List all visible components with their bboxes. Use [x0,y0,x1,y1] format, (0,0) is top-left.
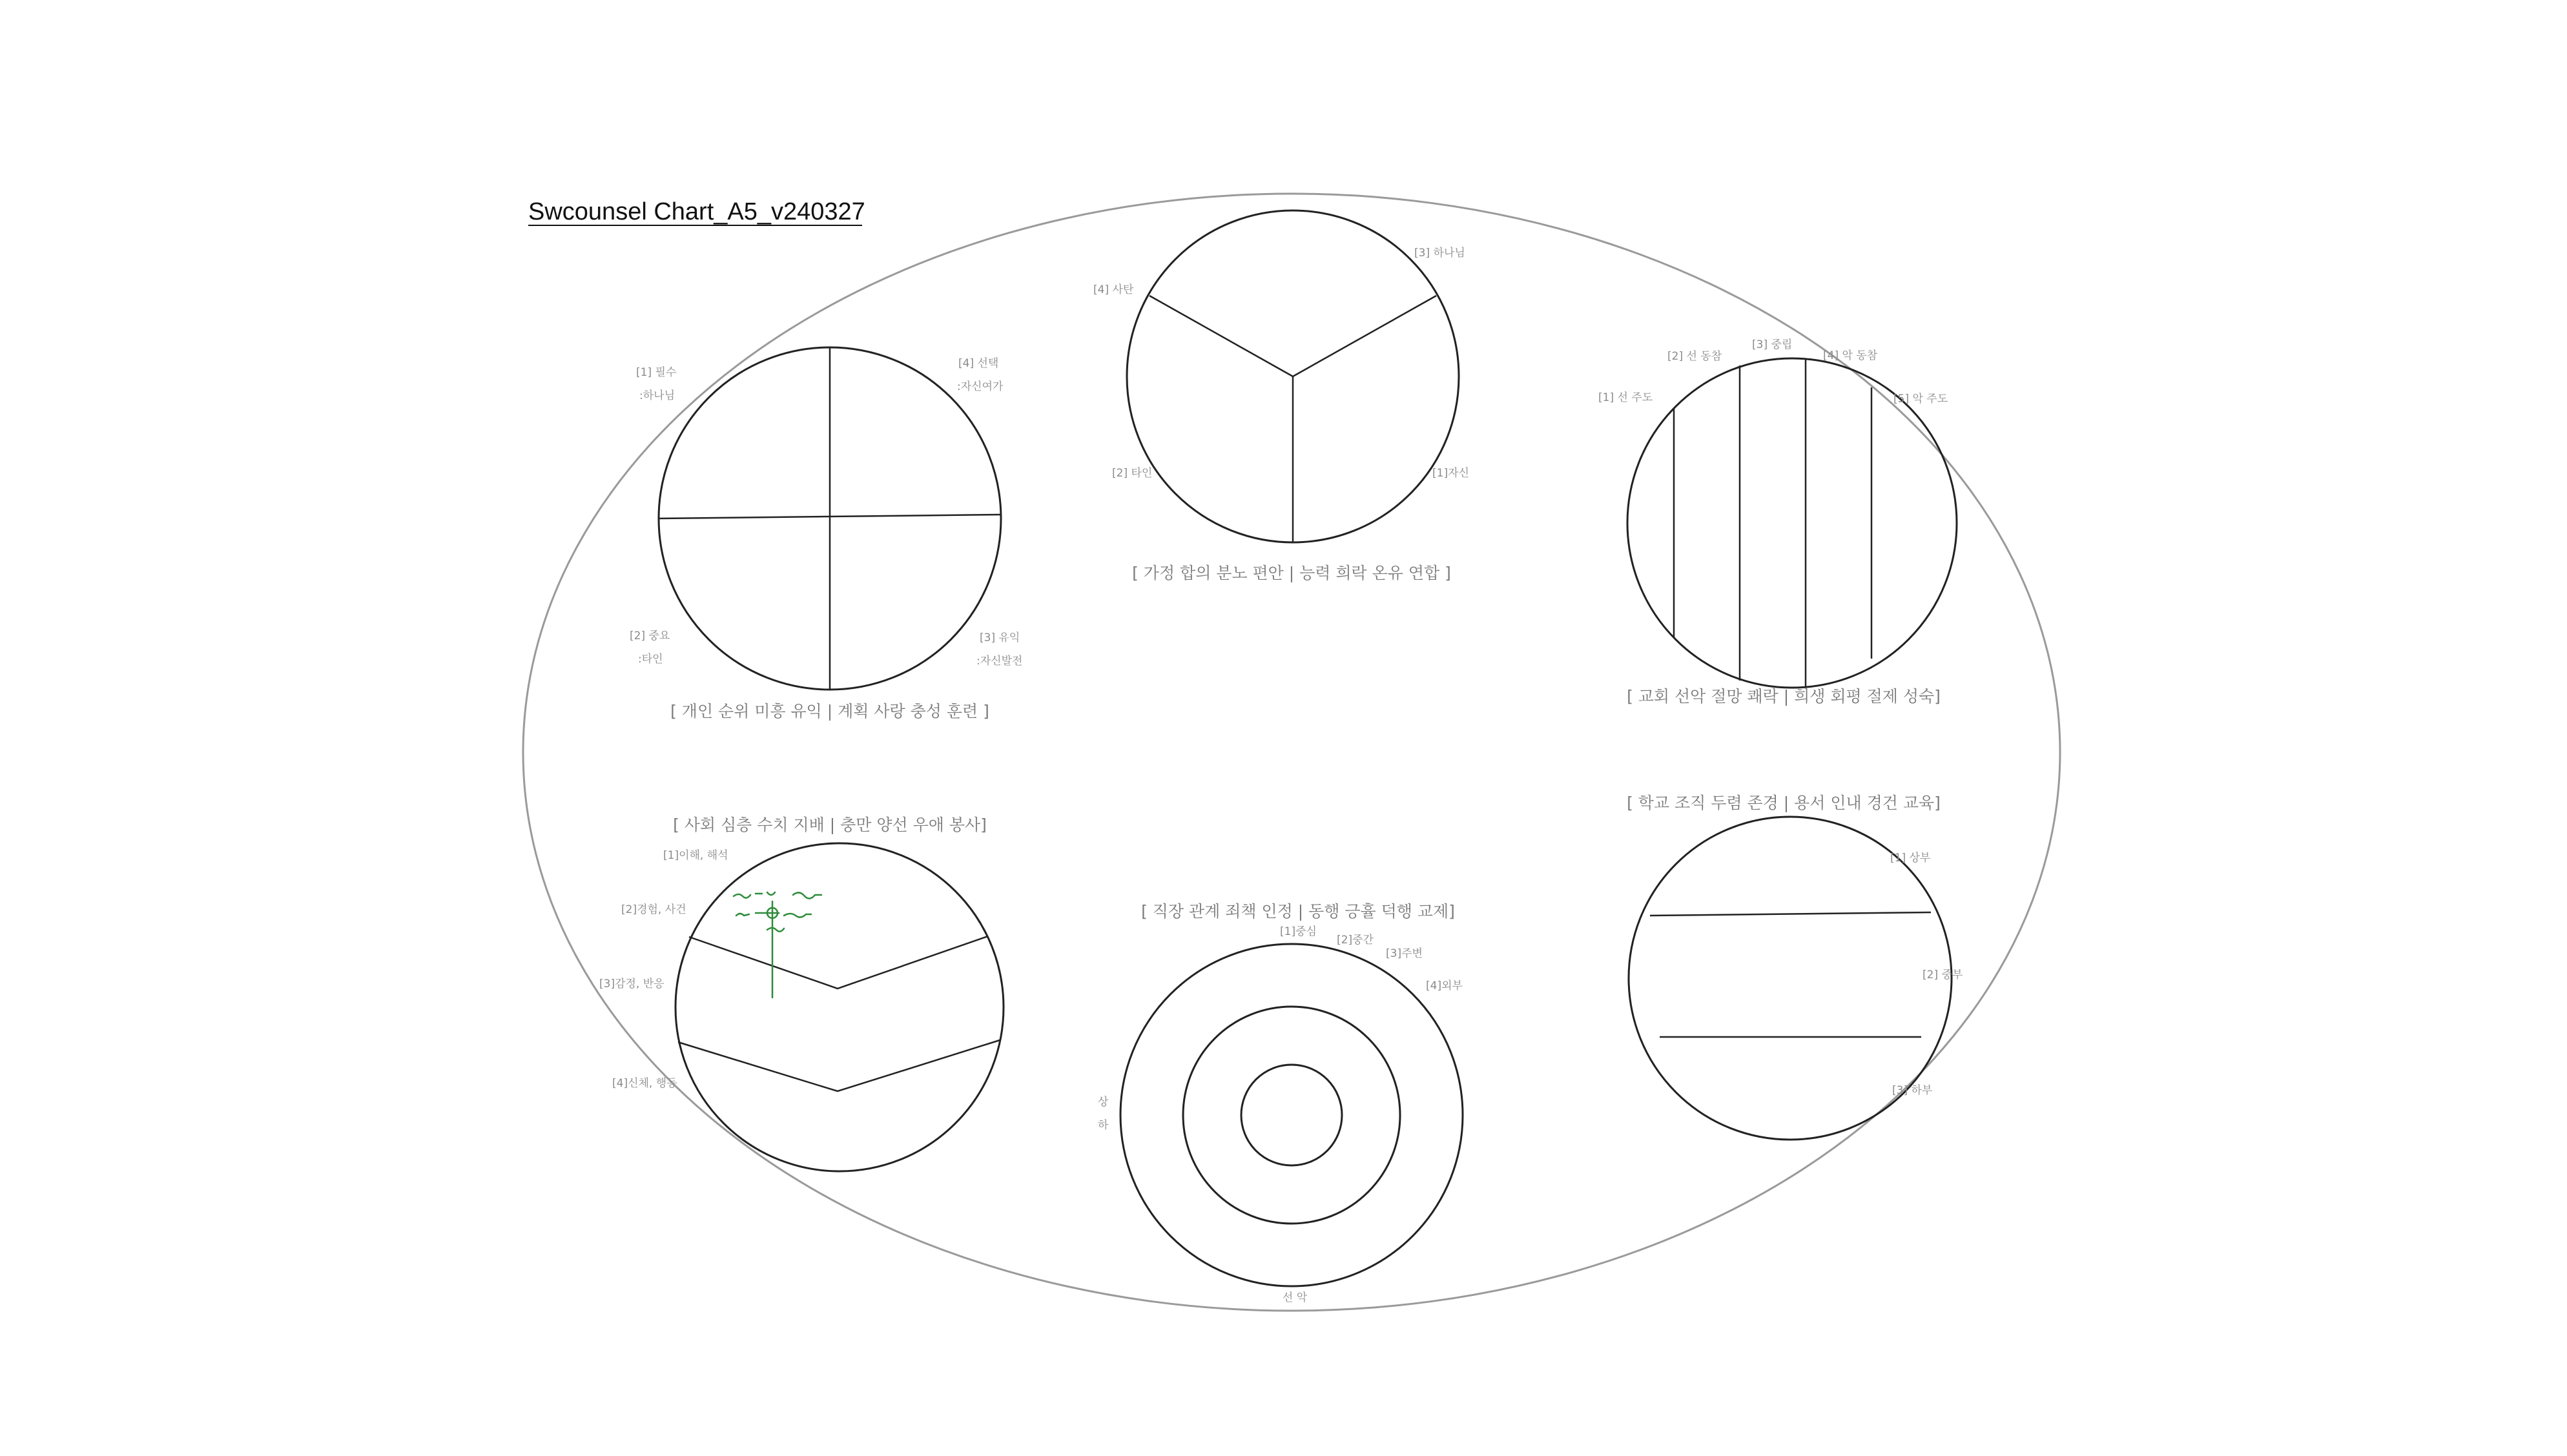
diagram-personal [630,347,1022,721]
handwritten-note [734,892,821,998]
family-label: [1]자신 [1432,467,1469,480]
diagram-work [1098,902,1463,1304]
family-divider-right [1293,296,1436,376]
work-caption: [ 직장 관계 죄책 인정 | 동행 긍휼 덕행 교제] [1141,902,1455,921]
work-label: [3]주변 [1386,947,1423,960]
church-label: [1] 선 주도 [1598,391,1653,404]
work-label: [1]중심 [1280,925,1317,938]
society-label: [3]감정, 반응 [599,978,665,990]
work-circle-inner [1241,1065,1342,1165]
personal-label: :타인 [638,653,663,666]
personal-label: [2] 중요 [630,630,670,642]
diagram-society [599,815,1004,1171]
personal-caption: [ 개인 순위 미흥 유익 | 계획 사랑 충성 훈련 ] [670,702,989,721]
diagram-church [1598,338,1957,706]
family-label: [4] 사탄 [1093,283,1134,296]
personal-label: :하나님 [639,389,675,402]
personal-label: [3] 유익 [980,631,1020,644]
personal-label: [4] 선택 [958,357,999,370]
handwriting-line-2 [736,913,811,918]
work-label: [4]외부 [1426,979,1463,992]
society-chevron-lower [678,1040,1000,1091]
family-caption: [ 가정 합의 분노 편안 | 능력 희락 온유 연합 ] [1132,564,1451,582]
personal-label: [1] 필수 [636,366,677,379]
church-label: [3] 중립 [1752,338,1793,351]
church-caption: [ 교회 선악 절망 쾌락 | 희생 회평 절제 성숙] [1627,687,1941,706]
school-label: [3] 하부 [1892,1084,1933,1097]
church-label: [5] 악 주도 [1893,393,1948,405]
chart-title: Swcounsel Chart_A5_v240327 [528,198,865,225]
church-circle [1627,358,1957,688]
personal-label: :자신여가 [957,380,1004,393]
handwriting-line-1 [734,892,821,899]
society-label: [4]신체, 행동 [612,1077,677,1090]
family-label: [3] 하나님 [1414,247,1465,260]
society-chevron-upper [689,936,988,989]
handwriting-line-3 [767,928,784,932]
diagram-family [1093,210,1469,582]
church-label: [2] 선 동참 [1667,350,1722,363]
school-label: [1] 상부 [1890,852,1931,865]
diagram-school [1627,794,1963,1140]
work-bottom-label: 선 악 [1282,1291,1308,1304]
work-side-label: 상 [1098,1096,1109,1109]
school-label: [2] 중부 [1923,969,1963,981]
school-caption: [ 학교 조직 두렴 존경 | 용서 인내 경건 교육] [1627,794,1941,812]
work-label: [2]중간 [1337,934,1374,947]
society-circle [675,843,1004,1171]
church-label: [4] 악 동참 [1823,349,1878,362]
family-divider-left [1149,296,1293,376]
family-label: [2] 타인 [1112,467,1153,480]
society-caption: [ 사회 심층 수치 지배 | 충만 양선 우애 봉사] [673,815,987,834]
work-circle-middle [1183,1007,1400,1224]
work-side-label: 하 [1098,1119,1109,1132]
society-label: [2]경험, 사건 [621,903,686,916]
society-label: [1]이해, 해석 [663,849,728,862]
personal-label: :자신발전 [976,655,1023,668]
school-divider-upper [1650,912,1931,916]
work-circle-outer [1120,944,1463,1286]
